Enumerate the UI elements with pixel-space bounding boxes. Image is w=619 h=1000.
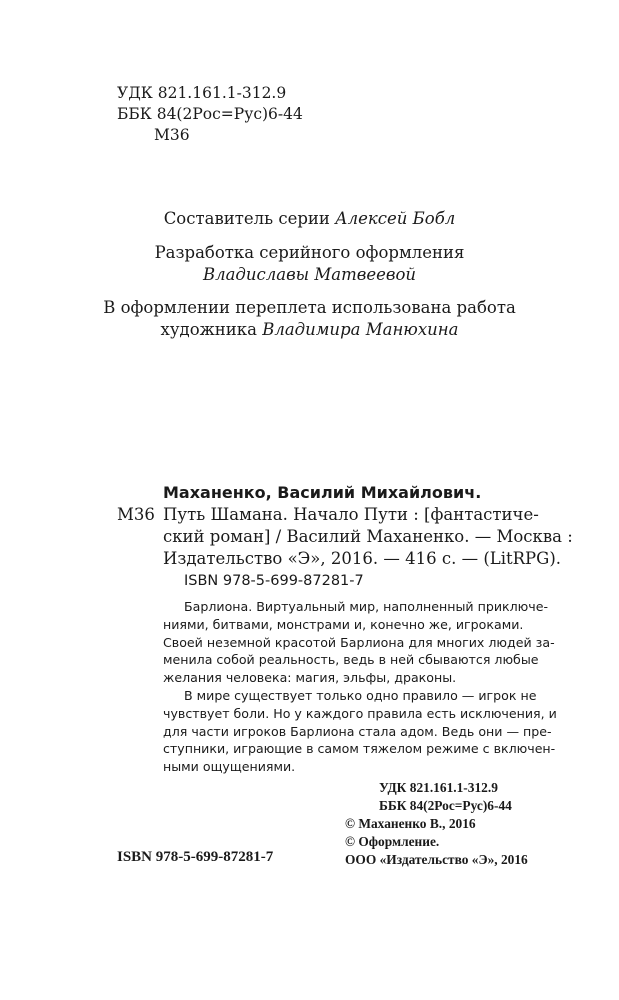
- annotation-p1-line5: желания человека: магия, эльфы, драконы.: [163, 670, 457, 685]
- catalog-author-mark: М36: [117, 505, 155, 524]
- annotation-p1-line3: Своей неземной красотой Барлиона для многих людей за-: [163, 635, 555, 650]
- copyright-design: © Оформление.: [345, 834, 440, 849]
- series-compiler-line: [0, 208, 619, 230]
- catalog-isbn: ISBN 978-5-699-87281-7: [184, 573, 364, 589]
- annotation-p2-line1: В мире существует только одно правило — игрок не: [184, 688, 537, 703]
- cover-artist-label: художника: [160, 320, 263, 339]
- annotation-p2-line3: для части игроков Барлиона стала адом. Ведь они — пре-: [163, 724, 552, 739]
- cover-artist-name: Владимира Манюхина: [262, 320, 459, 339]
- copyright-publisher: ООО «Издательство «Э», 2016: [345, 852, 528, 867]
- annotation-p2-line4: ступники, играющие в самом тяжелом режиме с включен-: [163, 741, 556, 756]
- catalog-author-heading: Маханенко, Василий Михайлович.: [163, 483, 482, 502]
- cover-credit-line: В оформлении переплета использована работа: [103, 298, 516, 317]
- design-credit-line: Разработка серийного оформления: [154, 243, 465, 262]
- bbk-code-bottom: ББК 84(2Рос=Рус)6-44: [379, 798, 512, 813]
- udk-code-top: УДК 821.161.1-312.9: [117, 84, 287, 102]
- catalog-description-line1: Путь Шамана. Начало Пути : [фантастиче-: [163, 505, 539, 524]
- annotation-p1-line1: Барлиона. Виртуальный мир, наполненный приключе-: [184, 599, 549, 614]
- catalog-description-line3: Издательство «Э», 2016. — 416 с. — (LitRPG).: [163, 549, 562, 568]
- catalog-description-line2: ский роман] / Василий Маханенко. — Москва :: [163, 527, 573, 546]
- design-credit-name: Владиславы Матвеевой: [202, 265, 417, 284]
- annotation-p1-line2: ниями, битвами, монстрами и, конечно же, игроками.: [163, 617, 524, 632]
- annotation-p2-line5: ными ощущениями.: [163, 759, 296, 774]
- udk-code-bottom: УДК 821.161.1-312.9: [379, 780, 498, 795]
- copyright-author: © Маханенко В., 2016: [345, 816, 476, 831]
- isbn-bottom: ISBN 978-5-699-87281-7: [117, 849, 274, 865]
- annotation-p2-line2: чувствует боли. Но у каждого правила есть исключения, и: [163, 706, 557, 721]
- bbk-code-top: ББК 84(2Рос=Рус)6-44: [117, 105, 303, 123]
- annotation-p1-line4: менила собой реальность, ведь в ней сбываются любые: [163, 652, 539, 667]
- design-credit-name-line: [0, 264, 619, 286]
- author-mark-top: М36: [154, 126, 190, 144]
- cover-artist-line: [0, 319, 619, 341]
- series-compiler-name: Алексей Бобл: [335, 209, 456, 228]
- series-compiler-label: Составитель серии: [163, 209, 336, 228]
